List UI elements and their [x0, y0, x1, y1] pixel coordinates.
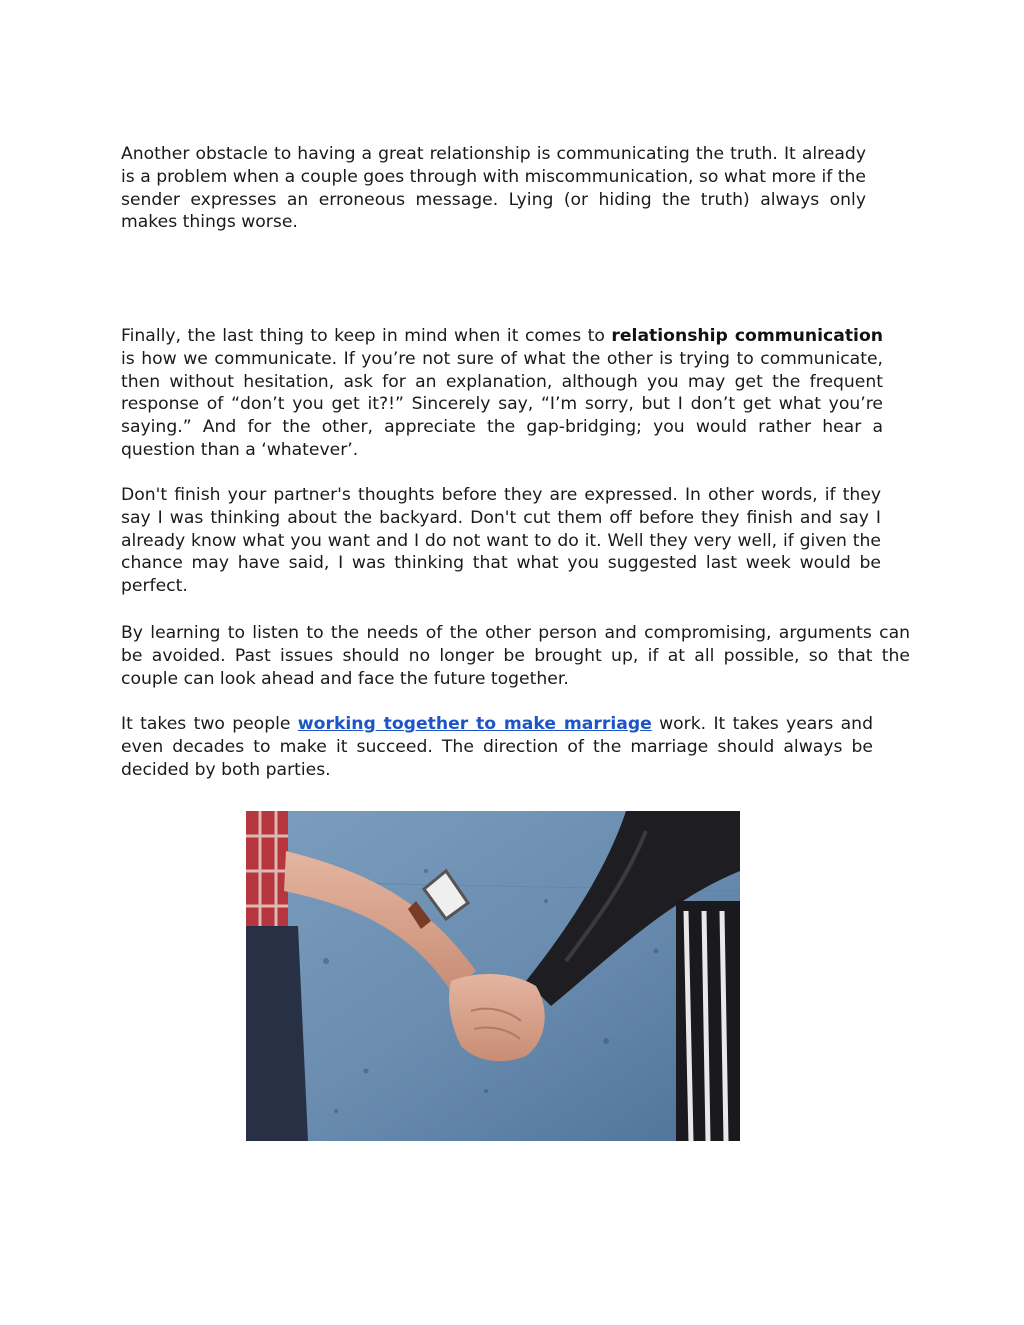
- holding-hands-illustration: [246, 811, 740, 1141]
- paragraph-dont-finish-thoughts: Don't finish your partner's thoughts before they are expressed. In other words, if they say I was thinking about the backyard. Don't cut them off before they finish and say I already know what you want and I do not want to do it. Well they very well, if given the chance may have said, I was thinking that what you suggested last week would be perfect.: [121, 485, 881, 597]
- paragraph-relationship-communication: [121, 325, 883, 462]
- paragraph-truth: Another obstacle to having a great relationship is communicating the truth. It already is a problem when a couple goes through with miscommunication, so what more if the sender expresses an erroneous message. Lying (or hiding the truth) always only makes things worse.: [121, 144, 866, 233]
- p2-bold-term: relationship communication: [611, 326, 883, 346]
- paragraph-working-together: [121, 713, 873, 781]
- p5-text-before: It takes two people: [121, 714, 298, 734]
- marriage-link[interactable]: working together to make marriage: [297, 714, 652, 734]
- p2-text-after: is how we communicate. If you’re not sure of what the other is trying to communicate, then without hesitation, ask for an explanation, although you may get the frequent response of “don’t you get it?!” Sincerely say, “I’m sorry, but I don’t get what you’re saying.” And for the other, appreciate the gap-bridging; you would rather hear a question than a ‘whatever’.: [121, 348, 883, 460]
- p2-text-before: Finally, the last thing to keep in mind when it comes to: [121, 326, 612, 346]
- holding-hands-photo: [246, 811, 740, 1141]
- p5-text-after: work. It takes years and even decades to make it succeed. The direction of the marriage should always be decided by both parties.: [121, 714, 873, 780]
- paragraph-listening: By learning to listen to the needs of the other person and compromising, arguments can be avoided. Past issues should no longer be brought up, if at all possible, so that the couple can look ahead and face the future together.: [121, 623, 910, 689]
